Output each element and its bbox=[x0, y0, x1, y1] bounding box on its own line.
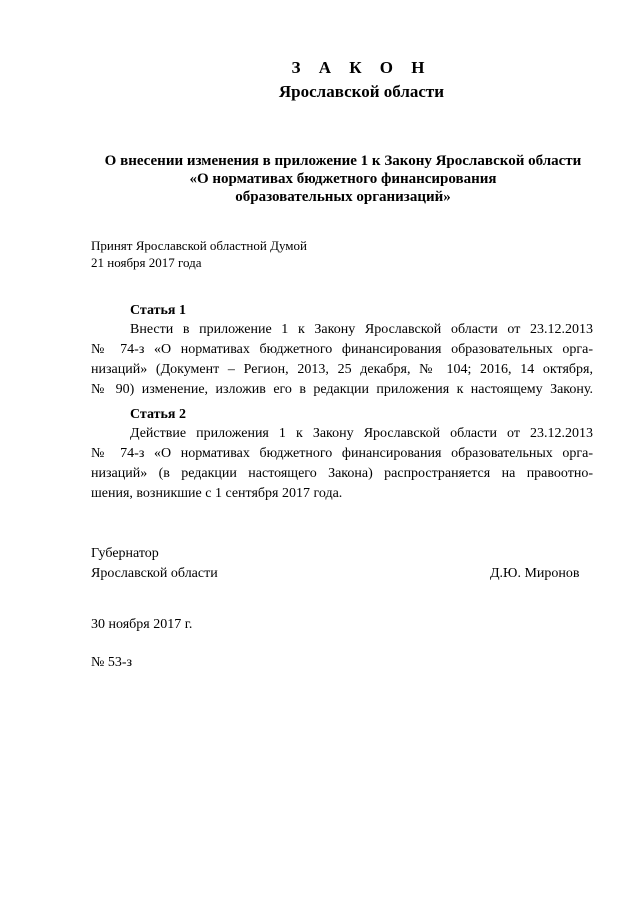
article-text-line: № 74-з «О нормативах бюджетного финансирования образовательных орга- bbox=[91, 446, 593, 461]
law-region-heading: Ярославской области bbox=[278, 82, 445, 101]
article-text-line: № 90) изменение, изложив его в редакции приложения к настоящему Закону. bbox=[91, 382, 593, 397]
law-title-line: О внесении изменения в приложение 1 к Закону Ярославской области bbox=[104, 153, 582, 169]
law-title-line: образовательных организаций» bbox=[235, 189, 451, 205]
article-2-title: Статья 2 bbox=[130, 407, 186, 422]
adoption-note bbox=[91, 237, 307, 271]
signer-name: Д.Ю. Миронов bbox=[490, 566, 580, 581]
article-1-body bbox=[91, 320, 593, 400]
signer-region: Ярославской области bbox=[91, 566, 218, 581]
article-1-title: Статья 1 bbox=[130, 303, 186, 318]
law-title bbox=[0, 152, 640, 206]
adoption-date: 21 ноября 2017 года bbox=[91, 255, 202, 270]
signing-date: 30 ноября 2017 г. bbox=[91, 617, 193, 632]
law-title-line: «О нормативах бюджетного финансирования bbox=[189, 171, 497, 187]
law-type-heading: З А К О Н bbox=[291, 58, 432, 77]
article-text-line: № 74-з «О нормативах бюджетного финансирования образовательных орга- bbox=[91, 342, 593, 357]
article-text-line: шения, возникшие с 1 сентября 2017 года. bbox=[91, 486, 343, 501]
article-text-line: низаций» (в редакции настоящего Закона) распространяется на правоотно- bbox=[91, 466, 593, 481]
signer-position bbox=[91, 544, 218, 584]
article-2-body bbox=[91, 424, 593, 504]
article-text-line: Действие приложения 1 к Закону Ярославской области от 23.12.2013 bbox=[130, 426, 593, 441]
signer-title: Губернатор bbox=[91, 546, 159, 561]
adoption-line: Принят Ярославской областной Думой bbox=[91, 238, 307, 253]
article-text-line: Внести в приложение 1 к Закону Ярославской области от 23.12.2013 bbox=[130, 322, 593, 337]
law-number: № 53-з bbox=[91, 655, 133, 670]
article-text-line: низаций» (Документ – Регион, 2013, 25 декабря, № 104; 2016, 14 октября, bbox=[91, 362, 593, 377]
